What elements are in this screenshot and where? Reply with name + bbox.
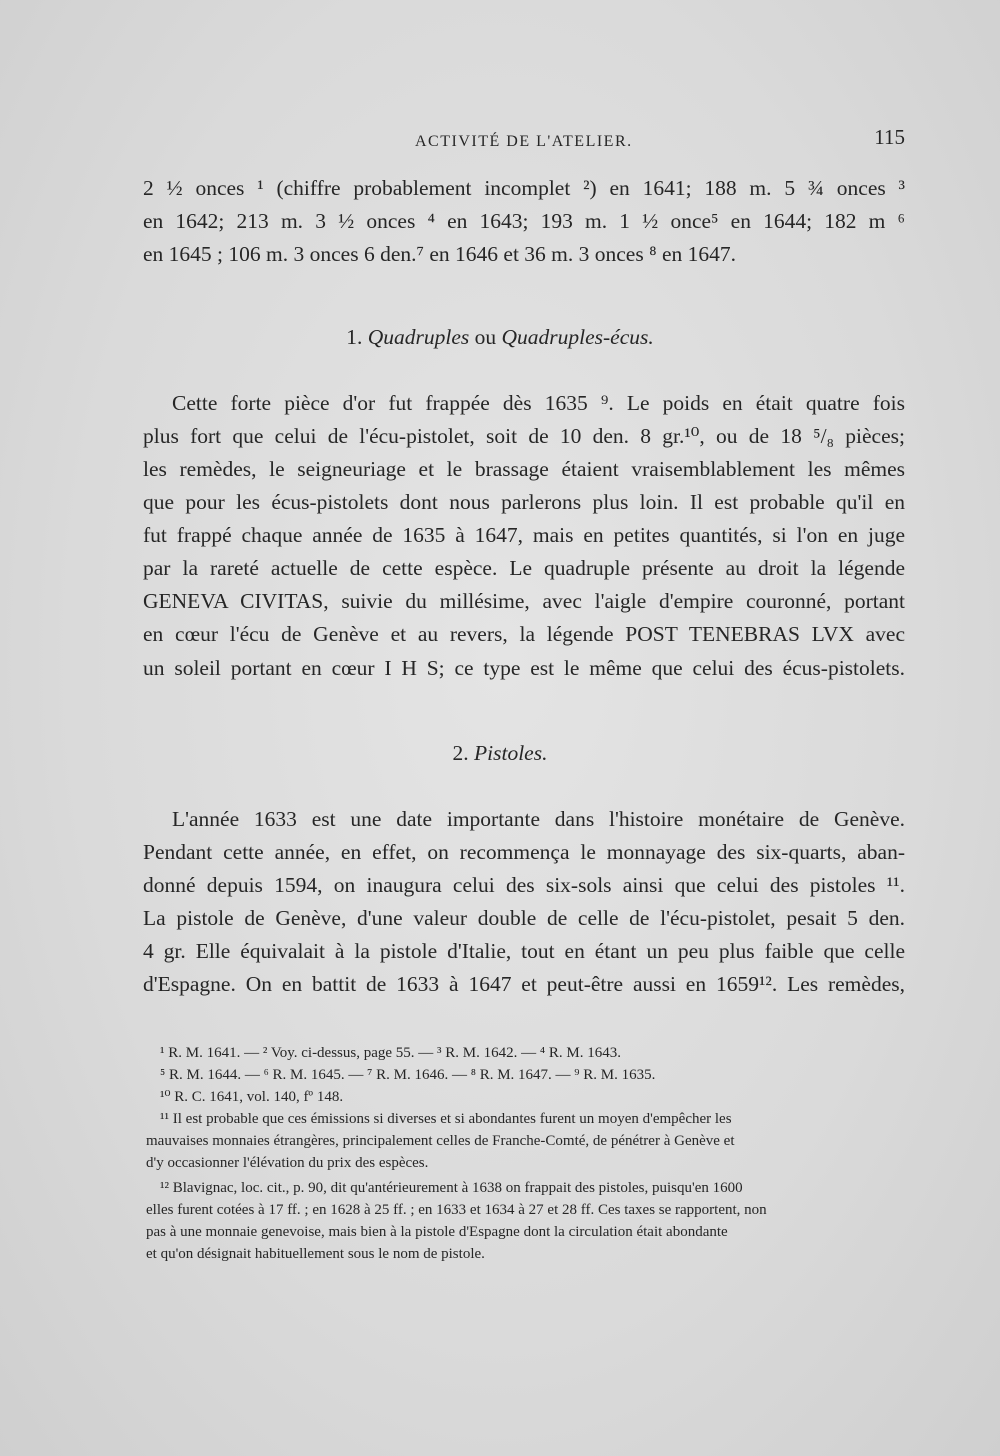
footnote-line: mauvaises monnaies étrangères, principalement celles de Franche-Comté, de pénétrer à Genève et [146, 1133, 735, 1149]
section-heading-quadruples [0, 321, 1000, 353]
section-number: 1. [346, 325, 363, 349]
footnote-line: elles furent cotées à 17 ff. ; en 1628 à 25 ff. ; en 1633 et 1634 à 27 et 28 ff. Ces taxes se rapportent, non [146, 1202, 767, 1218]
paragraph-line: La pistole de Genève, d'une valeur double de celle de l'écu-pistolet, pesait 5 den. [143, 906, 905, 930]
section-title: Quadruples-écus. [501, 325, 654, 349]
paragraph-line: un soleil portant en cœur I H S; ce type est le même que celui des écus-pistolets. [143, 656, 905, 680]
paragraph-line: plus fort que celui de l'écu-pistolet, soit de 10 den. 8 gr.¹⁰, ou de 18 ⁵/₈ pièces; [143, 424, 905, 448]
paragraph-line: Pendant cette année, en effet, on recommença le monnayage des six-quarts, aban- [143, 840, 905, 864]
section-title: Pistoles. [474, 741, 548, 765]
paragraph-line: Cette forte pièce d'or fut frappée dès 1635 ⁹. Le poids en était quatre fois [172, 391, 905, 415]
footnote-line: ⁵ R. M. 1644. — ⁶ R. M. 1645. — ⁷ R. M. 1646. — ⁸ R. M. 1647. — ⁹ R. M. 1635. [160, 1067, 656, 1083]
intro-line: en 1645 ; 106 m. 3 onces 6 den.⁷ en 1646 et 36 m. 3 onces ⁸ en 1647. [143, 242, 737, 266]
section-number: 2. [452, 741, 469, 765]
section-title: Quadruples [367, 325, 470, 349]
paragraph-line: en cœur l'écu de Genève et au revers, la légende POST TENEBRAS LVX avec [143, 622, 905, 646]
section-heading-pistoles [0, 737, 1000, 769]
paragraph-line: d'Espagne. On en battit de 1633 à 1647 et peut-être aussi en 1659¹². Les remèdes, [143, 972, 905, 996]
paragraph-line: par la rareté actuelle de cette espèce. Le quadruple présente au droit la légende [143, 556, 905, 580]
footnote-line: ¹¹ Il est probable que ces émissions si diverses et si abondantes furent un moyen d'empêcher les [160, 1111, 732, 1127]
paragraph-line: les remèdes, le seigneuriage et le brassage étaient vraisemblablement les mêmes [143, 457, 905, 481]
footnote-line: d'y occasionner l'élévation du prix des espèces. [146, 1155, 429, 1171]
footnote-line: pas à une monnaie genevoise, mais bien à la pistole d'Espagne dont la circulation était abondante [146, 1224, 728, 1240]
paragraph-line: 4 gr. Elle équivalait à la pistole d'Italie, tout en étant un peu plus faible que celle [143, 939, 905, 963]
footnote-line: ¹ R. M. 1641. — ² Voy. ci-dessus, page 55. — ³ R. M. 1642. — ⁴ R. M. 1643. [160, 1045, 621, 1061]
intro-line: en 1642; 213 m. 3 ½ onces ⁴ en 1643; 193 m. 1 ½ once⁵ en 1644; 182 m ⁶ [143, 209, 905, 233]
footnote-line: et qu'on désignait habituellement sous le nom de pistole. [146, 1246, 485, 1262]
paragraph-line: que pour les écus-pistolets dont nous parlerons plus loin. Il est probable qu'il en [143, 490, 905, 514]
page-number: 115 [874, 125, 905, 149]
paragraph-line: GENEVA CIVITAS, suivie du millésime, avec l'aigle d'empire couronné, portant [143, 589, 905, 613]
footnote-line: ¹² Blavignac, loc. cit., p. 90, dit qu'antérieurement à 1638 on frappait des pistoles, puisqu'en 1600 [160, 1180, 743, 1196]
paragraph-line: L'année 1633 est une date importante dans l'histoire monétaire de Genève. [172, 807, 905, 831]
paragraph-line: donné depuis 1594, on inaugura celui des six-sols ainsi que celui des pistoles ¹¹. [143, 873, 905, 897]
paragraph-line: fut frappé chaque année de 1635 à 1647, mais en petites quantités, si l'on en juge [143, 523, 905, 547]
section-connector: ou [474, 325, 497, 349]
footnote-line: ¹⁰ R. C. 1641, vol. 140, fº 148. [160, 1089, 344, 1105]
page-header [145, 125, 905, 155]
running-head: ACTIVITÉ DE L'ATELIER. [415, 133, 633, 150]
intro-line: 2 ½ onces ¹ (chiffre probablement incomplet ²) en 1641; 188 m. 5 ¾ onces ³ [143, 176, 905, 200]
